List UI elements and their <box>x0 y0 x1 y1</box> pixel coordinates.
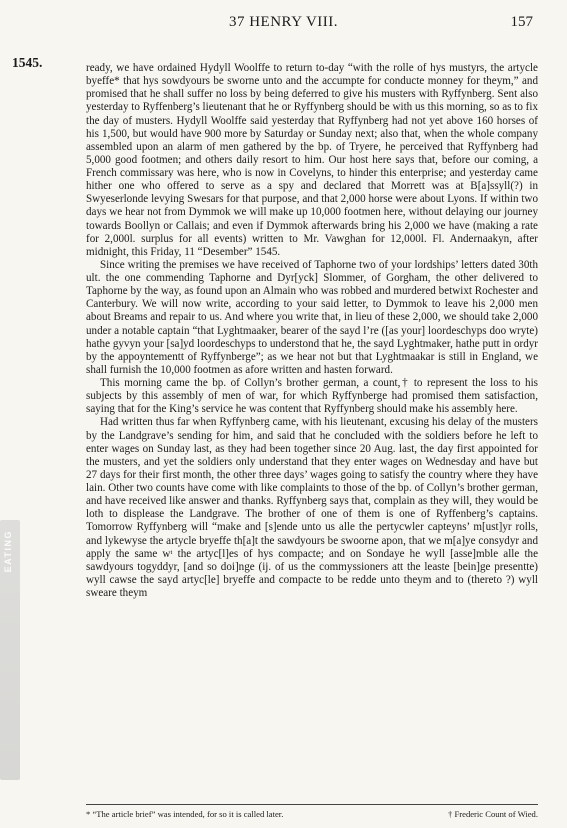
page-number: 157 <box>510 14 533 30</box>
library-stamp-text: EATING <box>3 530 13 573</box>
running-title: 37 HENRY VIII. <box>228 14 339 30</box>
margin-year: 1545. <box>12 55 43 70</box>
footnote-article-brief: * “The article brief” was intended, for so it is called later. <box>86 809 284 819</box>
body-text <box>86 62 538 600</box>
paragraph: This morning came the bp. of Collyn’s brother german, a count,† to represent the loss to his subjects by this assembly of men of war, for which Ryffynberge had promised them satisfaction, saying that for the King’s service he was content that Ryffynberg should make his assembly here. <box>86 377 538 416</box>
paragraph: ready, we have ordained Hydyll Woolffe to return to-day “with the rolle of hys mustyrs, the artycle byeffe* that hys sowdyours be sworne unto and the accumpte for conducte monney for theym,” and promised that he shall suffer no loss by being deferred to give his musters with Ryffynberg. Sent also yesterday to Ryffenberg’s lieutenant that he or Ryffynberg should be with us this morning, so as to fix the day of musters. Hydyll Woolffe said yesterday that Ryffynberg had not yet above 160 horses of his 1,500, but would have 900 more by Saturday or Sunday next; also that, when the whole company assembled upon an alarm of men gathered by the bp. of Tryere, he perceived that Ryffynberg had 5,000 good footmen; and others daily resort to him. Our host here says that, before our coming, a French commissary was here, who is now in Covelyns, to hinder this enterprise; and yesterday came hither one who offered to serve as a spy and declared that Morrett was at B[a]ssyll(?) in Swyeserlonde levying Swesars for that purpose, and that 2,000 horse were about Lyons. If within two days we hear not from Dymmok we will make up 10,000 footmen here, without delaying our journey towards Boollyn or Callais; and even if Dymmok afterwards bring his 2,000 we have (making a rate for 2,000l. surplus for all events) written to Mr. Vawghan for 12,000l. Fl. Andernaakyn, after midnight, this Friday, 11 “Desember” 1545. <box>86 62 538 258</box>
running-header <box>0 14 567 34</box>
footnote-count-of-wied: † Frederic Count of Wied. <box>448 809 538 819</box>
paragraph: Had written thus far when Ryffynberg came, with his lieutenant, excusing his delay of the musters by the Landgrave’s sending for him, and said that he concluded with the soldiers before he left to enter wages on Sunday last, as they had been together since 20 Aug. last, the day first appointed for the musters, and yet the soldiers only understand that they enter wages on Wednesday and have but 27 days for their first month, the other three days’ wages going to satisfy the country where they have lain. Other two counts have come with like complaints to those of the bp. of Collyn’s brother german, and have received like answer and thanks. Ryffynberg says that, complain as they will, they would be loth to displease the Landgrave. The brother of one of them is one of Ryffenberg’s captains. Tomorrow Ryffynberg will “make and [s]ende unto us alle the pertycwler capteyns’ m[ust]yr rolls, and lykewyse the artycle bryeffe th[a]t the sawdyours be swoorne apon, that we m[a]ye consydyr and apply the same wᵗ the artyc[l]es of hys compacte; and on Sondaye he wyll [asse]mble alle the sawdyours togyddyr, [and so doi]nge (ij. of us the commyssioners att the leaste [bein]ge presentte) wyll cawse the sayd artyc[le] bryeffe and compacte to be redde unto theym and to (thereto ?) wyll sweare theym <box>86 416 538 599</box>
paragraph: Since writing the premises we have received of Taphorne two of your lordships’ letters dated 30th ult. the one commending Taphorne and Dyr[yck] Slommer, of Gorgham, the other delivered to Taphorne by the way, as found upon an Almain who was robbed and murdered betwixt Rochester and Canterbury. We will now write, according to your said letter, to Dymmok to leave his 2,000 men about Breams and repair to us. And where you write that, in lieu of these 2,000, we should take 2,000 under a notable captain “that Lyghtmaaker, bearer of the sayd l’re ([as your] loordeschyps doo wryte) hathe gyvyn your [sa]yd loordeschyps to understond that he, the sayd Lyghtmaker, hathe putt in ordyr by the appoyntementt of Ryffynberge”; as we hear not but that Lyghtmaakar is still in England, we shall furnish the 10,000 footmen as afore written and hasten forward. <box>86 258 538 376</box>
footnote-divider <box>86 804 538 805</box>
